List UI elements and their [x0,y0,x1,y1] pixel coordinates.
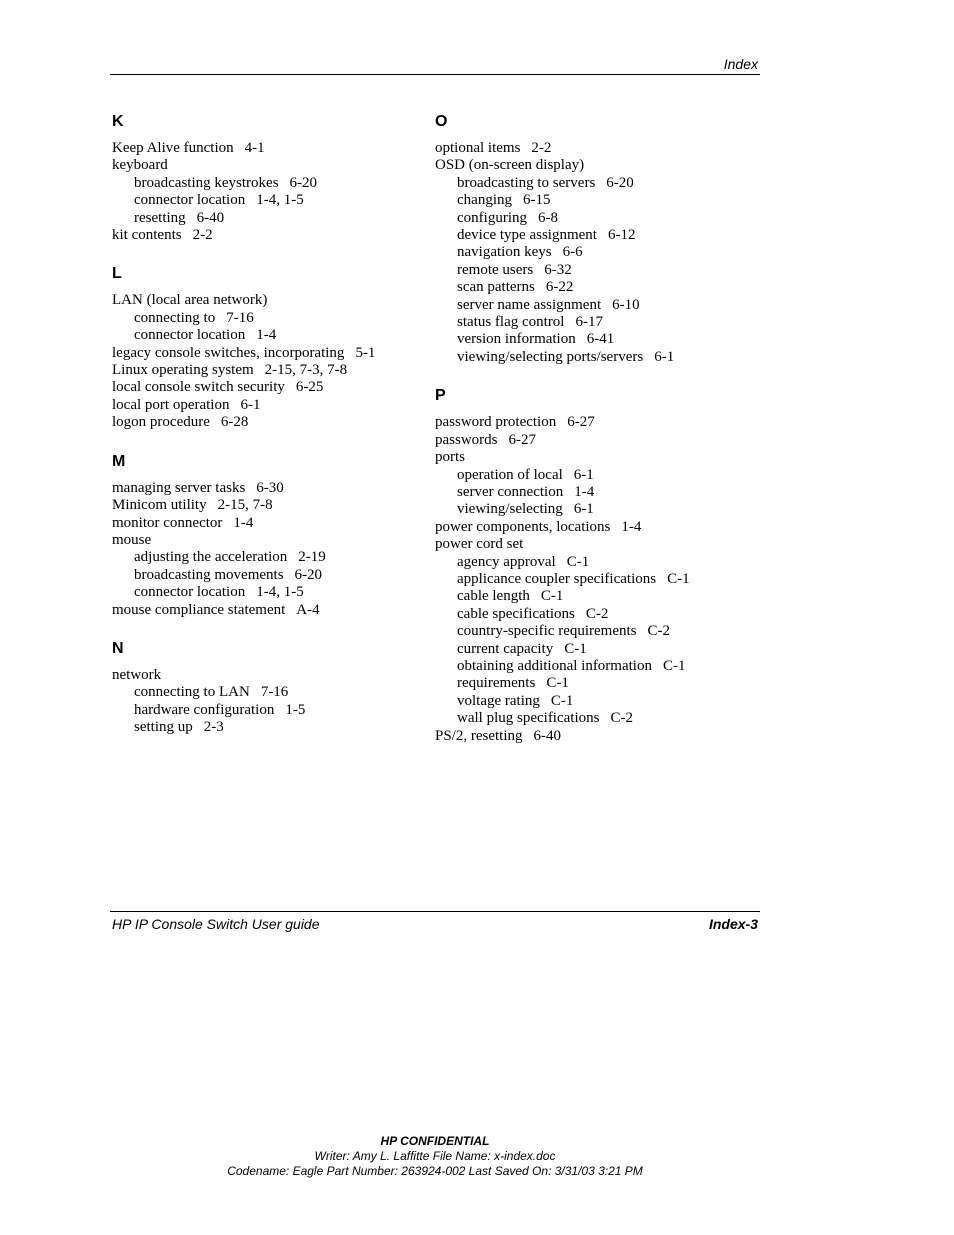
index-entry [112,497,412,514]
entry-term: wall plug specifications [457,710,600,727]
entry-term: managing server tasks [112,479,246,496]
section-gap [435,366,755,386]
entry-term: monitor connector [112,514,223,531]
section-gap [112,619,412,639]
index-entry [112,362,412,379]
index-entry [112,667,412,684]
index-subentry [435,349,755,366]
entry-term: country-specific requirements [457,623,637,640]
entry-term: local port operation [112,396,230,413]
entry-page-ref: 5-1 [355,344,376,361]
entry-term: broadcasting keystrokes [134,174,279,191]
index-subentry [112,210,412,227]
index-subentry [435,693,755,710]
index-entry [112,345,412,362]
confidential-label: HP CONFIDENTIAL [380,1134,490,1148]
index-subentry [112,192,412,209]
page-header [110,56,760,75]
entry-term: status flag control [457,314,565,331]
index-entry [435,449,755,466]
entry-page-ref: 6-17 [575,314,603,331]
index-subentry [435,641,755,658]
section-gap [112,244,412,264]
entry-page-ref: C-2 [647,623,671,640]
entry-page-ref: 2-2 [531,140,552,156]
document-info: Codename: Eagle Part Number: 263924-002 Last Saved On: 3/31/03 3:21 PM [227,1164,643,1178]
index-entry [112,292,412,309]
entry-page-ref: 1-4 [233,514,254,531]
entry-page-ref: 6-40 [196,209,225,226]
entry-term: connecting to LAN [134,684,250,701]
section-letter: O [435,113,448,130]
entry-page-ref: 6-41 [586,331,615,348]
entry-term: server connection [457,483,564,500]
entry-page-ref: C-2 [610,710,633,727]
index-subentry [435,210,755,227]
entry-term: requirements [457,675,536,692]
index-subentry [435,554,755,571]
section-letter: M [112,452,126,470]
index-subentry [435,297,755,314]
entry-page-ref: 2-19 [298,549,326,566]
entry-term: remote users [457,261,534,278]
entry-page-ref: 6-1 [573,466,594,483]
entry-term: kit contents [112,227,182,244]
entry-page-ref: 6-6 [562,244,583,261]
entry-term: password protection [435,414,557,431]
entry-page-ref: 6-8 [537,209,558,226]
entry-term: optional items [435,140,521,156]
index-subentry [435,192,755,209]
entry-page-ref: C-1 [667,570,690,587]
index-entry [435,414,755,431]
entry-term: mouse compliance statement [112,601,286,618]
entry-term: Minicom utility [112,497,207,514]
index-subentry [435,484,755,501]
index-subentry [112,327,412,344]
writer-info: Writer: Amy L. Laffitte File Name: x-index.doc [314,1149,556,1163]
index-entry [435,536,755,553]
entry-term: broadcasting movements [134,566,284,583]
entry-page-ref: 7-16 [260,684,289,701]
entry-page-ref: 1-4 [574,483,595,500]
entry-term: hardware configuration [134,701,275,718]
index-subentry [112,175,412,192]
entry-page-ref: 2-15, 7-3, 7-8 [264,362,348,379]
entry-term: mouse [112,531,152,548]
entry-term: current capacity [457,640,554,657]
index-subentry [435,314,755,331]
entry-term: navigation keys [457,244,552,261]
index-entry [112,157,412,174]
entry-term: power components, locations [435,518,611,535]
entry-page-ref: C-2 [585,605,609,622]
index-entry [112,480,412,497]
index-subentry [112,702,412,719]
index-subentry [435,675,755,692]
section-letter: P [435,387,446,405]
entry-term: resetting [134,209,186,226]
entry-page-ref: 1-4, 1-5 [256,584,304,601]
index-subentry [112,719,412,736]
entry-term: device type assignment [457,227,597,244]
index-subentry [435,571,755,588]
entry-term: cable specifications [457,605,575,622]
entry-term: keyboard [112,157,168,174]
entry-term: cable length [457,588,530,605]
index-section [435,112,755,366]
entry-term: adjusting the acceleration [134,549,288,566]
entry-page-ref: C-1 [550,692,574,709]
index-section [112,112,412,244]
index-subentry [435,262,755,279]
index-entry [435,157,755,174]
index-subentry [112,549,412,566]
entry-term: setting up [134,719,193,736]
index-section [112,639,412,737]
entry-page-ref: 6-15 [522,192,551,209]
entry-term: OSD (on-screen display) [435,157,585,174]
entry-term: configuring [457,209,527,226]
entry-term: ports [435,449,465,466]
index-entry [435,519,755,536]
index-subentry [435,227,755,244]
index-entry [112,532,412,549]
entry-page-ref: C-1 [566,553,590,570]
entry-page-ref: 2-2 [192,227,213,244]
entry-term: passwords [435,431,498,448]
index-entry [112,379,412,396]
index-subentry [435,606,755,623]
entry-term: server name assignment [457,296,602,313]
entry-term: logon procedure [112,414,210,431]
index-subentry [435,658,755,675]
entry-term: connecting to [134,309,216,326]
index-subentry [435,588,755,605]
index-section [112,452,412,619]
index-subentry [435,710,755,727]
entry-page-ref: C-1 [564,640,587,657]
index-subentry [112,310,412,327]
entry-page-ref: 7-16 [226,309,254,326]
entry-term: applicance coupler specifications [457,570,657,587]
index-subentry [435,244,755,261]
entry-page-ref: A-4 [296,601,320,618]
index-entry [112,515,412,532]
entry-page-ref: 6-1 [240,396,261,413]
entry-page-ref: 6-20 [289,174,318,191]
entry-page-ref: 6-12 [607,227,636,244]
index-entry [112,227,412,244]
index-subentry [112,684,412,701]
entry-term: operation of local [457,466,563,483]
index-column-right [435,112,755,745]
index-subentry [435,467,755,484]
entry-term: broadcasting to servers [457,174,596,191]
entry-term: viewing/selecting [457,501,563,518]
index-entry [435,728,755,745]
index-entry [435,140,755,157]
entry-term: changing [457,192,512,209]
entry-page-ref: C-1 [540,588,564,605]
index-section [435,386,755,745]
footer-guide-title: HP IP Console Switch User guide [112,916,320,932]
index-subentry [435,279,755,296]
entry-page-ref: 6-1 [654,348,675,365]
index-subentry [435,623,755,640]
entry-term: local console switch security [112,379,285,396]
entry-page-ref: 6-27 [508,431,536,448]
entry-page-ref: 6-1 [573,501,594,518]
index-entry [112,414,412,431]
entry-term: obtaining additional information [457,657,652,674]
page-footer [110,911,760,932]
entry-term: Keep Alive function [112,140,234,156]
index-entry [112,602,412,619]
entry-page-ref: 6-22 [545,279,574,296]
index-entry [435,432,755,449]
entry-term: viewing/selecting ports/servers [457,348,644,365]
index-entry [112,140,412,157]
index-section [112,264,412,431]
index-column-left [112,112,412,737]
entry-page-ref: 6-30 [256,479,284,496]
entry-term: power cord set [435,536,524,553]
entry-term: network [112,666,162,683]
entry-term: scan patterns [457,279,535,296]
index-entry [112,397,412,414]
index-subentry [112,584,412,601]
entry-page-ref: 6-28 [220,414,249,431]
entry-term: PS/2, resetting [435,727,523,744]
entry-page-ref: 6-20 [294,566,323,583]
entry-term: connector location [134,192,246,209]
entry-term: LAN (local area network) [112,292,268,309]
entry-term: version information [457,331,576,348]
entry-page-ref: 6-27 [567,414,595,431]
entry-page-ref: 6-20 [606,174,634,191]
entry-page-ref: 1-5 [285,701,306,718]
section-letter: L [112,265,122,283]
entry-term: agency approval [457,553,556,570]
entry-page-ref: 2-15, 7-8 [217,497,273,514]
entry-term: connector location [134,584,246,601]
section-gap [112,432,412,452]
entry-page-ref: 6-25 [295,379,324,396]
entry-page-ref: 6-40 [533,727,562,744]
entry-term: connector location [134,327,246,344]
entry-term: legacy console switches, incorporating [112,344,345,361]
entry-page-ref: C-1 [546,675,569,692]
entry-term: voltage rating [457,692,540,709]
entry-page-ref: 1-4 [256,327,277,344]
entry-page-ref: 6-10 [612,296,640,313]
index-subentry [435,175,755,192]
entry-page-ref: 2-3 [203,719,224,736]
entry-term: Linux operating system [112,362,254,379]
section-letter: N [112,639,124,657]
confidential-notice [0,1134,870,1179]
entry-page-ref: 1-4 [621,518,642,535]
entry-page-ref: 4-1 [244,140,265,156]
entry-page-ref: C-1 [662,657,686,674]
footer-page-number: Index-3 [708,916,758,932]
header-title: Index [723,56,758,72]
index-subentry [112,567,412,584]
entry-page-ref: 6-32 [544,261,572,278]
index-subentry [435,501,755,518]
entry-page-ref: 1-4, 1-5 [256,192,304,209]
index-subentry [435,331,755,348]
section-letter: K [112,113,124,130]
